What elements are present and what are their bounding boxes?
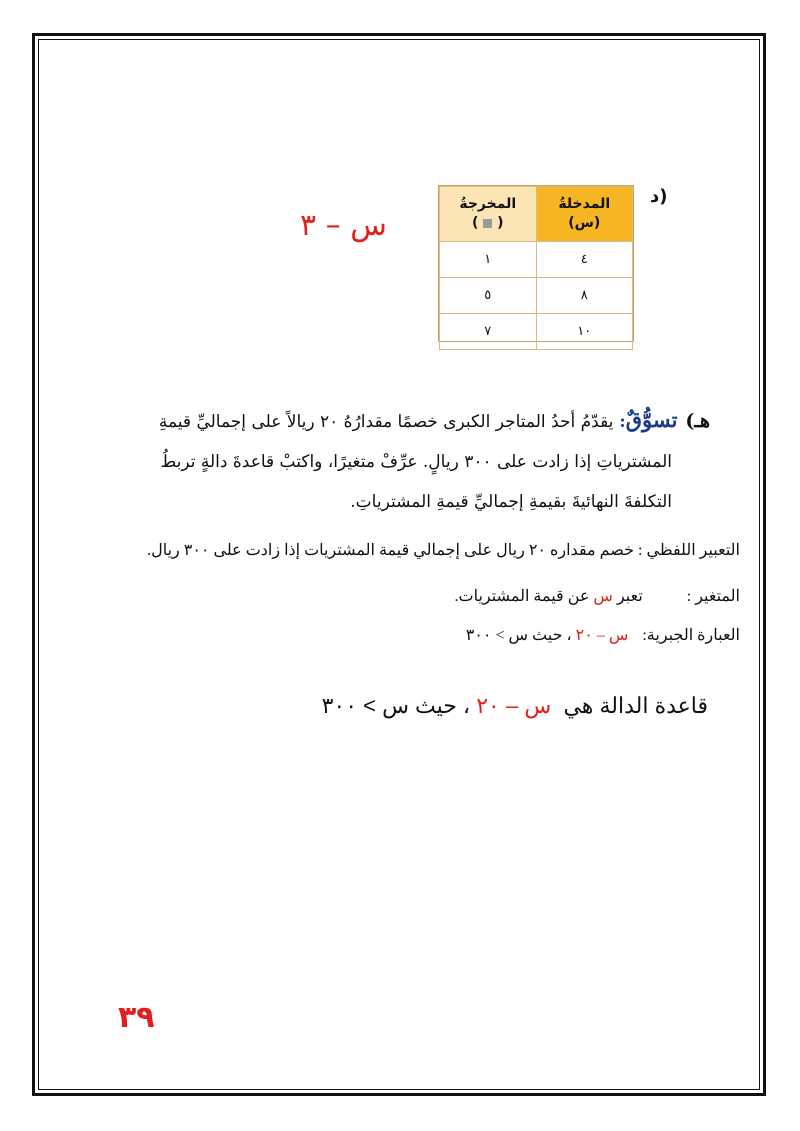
problem-topic: تسوُّقٌ [625,407,678,432]
part-h-label: هـ) [685,410,710,432]
output-cell: ٧ [440,314,537,350]
function-table-grid [439,186,633,350]
header-output-title: المخرجةُ [459,196,517,213]
function-table [438,185,634,342]
output-cell: ١ [440,242,537,278]
input-cell: ١٠ [536,314,633,350]
verbal-expression: التعبير اللفظي : خصم مقداره ٢٠ ريال على إجمالي قيمة المشتريات إذا زادت على ٣٠٠ ريال. [147,542,740,559]
page-number: ٣٩ [118,1000,155,1035]
header-input-var: (س) [568,215,601,231]
input-cell: ٤ [536,242,633,278]
table-row [440,314,633,350]
variable-text-1: تعبر [616,588,643,605]
input-cell: ٨ [536,278,633,314]
part-h-problem [110,400,710,522]
part-d-label: د) [650,186,668,207]
variable-text-2: عن قيمة المشتريات. [454,588,590,605]
header-output-open-paren: ( [497,215,504,231]
problem-line-3: التكلفةَ النهائيةَ بقيمةِ إجماليِّ قيمةِ المشترياتِ. [350,492,672,512]
blank-square-icon [483,219,492,228]
table-header-row [440,187,633,242]
problem-line-1 [110,400,710,442]
topic-colon: : [619,412,626,432]
problem-line-2: المشترياتِ إذا زادت على ٣٠٠ ريالٍ. عرِّفْ متغيرًا، واكتبْ قاعدةَ دالةٍ تربطُ [160,452,672,472]
output-cell: ٥ [440,278,537,314]
problem-text-1: يقدّمُ أحدُ المتاجر الكبرى خصمًا مقدارُهُ ٢٠ ريالاً على إجماليِّ قيمةِ [158,412,614,432]
part-d-answer: س – ٣ [300,208,387,243]
variable-symbol: س [593,588,613,605]
header-output-var [441,214,535,233]
final-function-rule [322,693,708,719]
header-output-close-paren: ) [471,215,479,231]
final-rule-prefix: قاعدة الدالة هي [563,693,708,718]
header-input [536,187,633,242]
table-row [440,278,633,314]
algebraic-condition: ، حيث س > ٣٠٠ [465,627,572,644]
variable-definition [455,586,741,606]
final-rule-expr: س – ٢٠ [476,693,552,718]
variable-label: المتغير : [686,588,740,605]
final-rule-condition: ، حيث س > ٣٠٠ [321,693,471,718]
algebraic-expression [466,625,740,645]
header-input-title: المدخلةُ [558,196,611,213]
algebraic-expr: س – ٢٠ [575,627,629,644]
header-output [440,187,537,242]
table-row [440,242,633,278]
algebraic-label: العبارة الجبرية: [642,627,740,644]
